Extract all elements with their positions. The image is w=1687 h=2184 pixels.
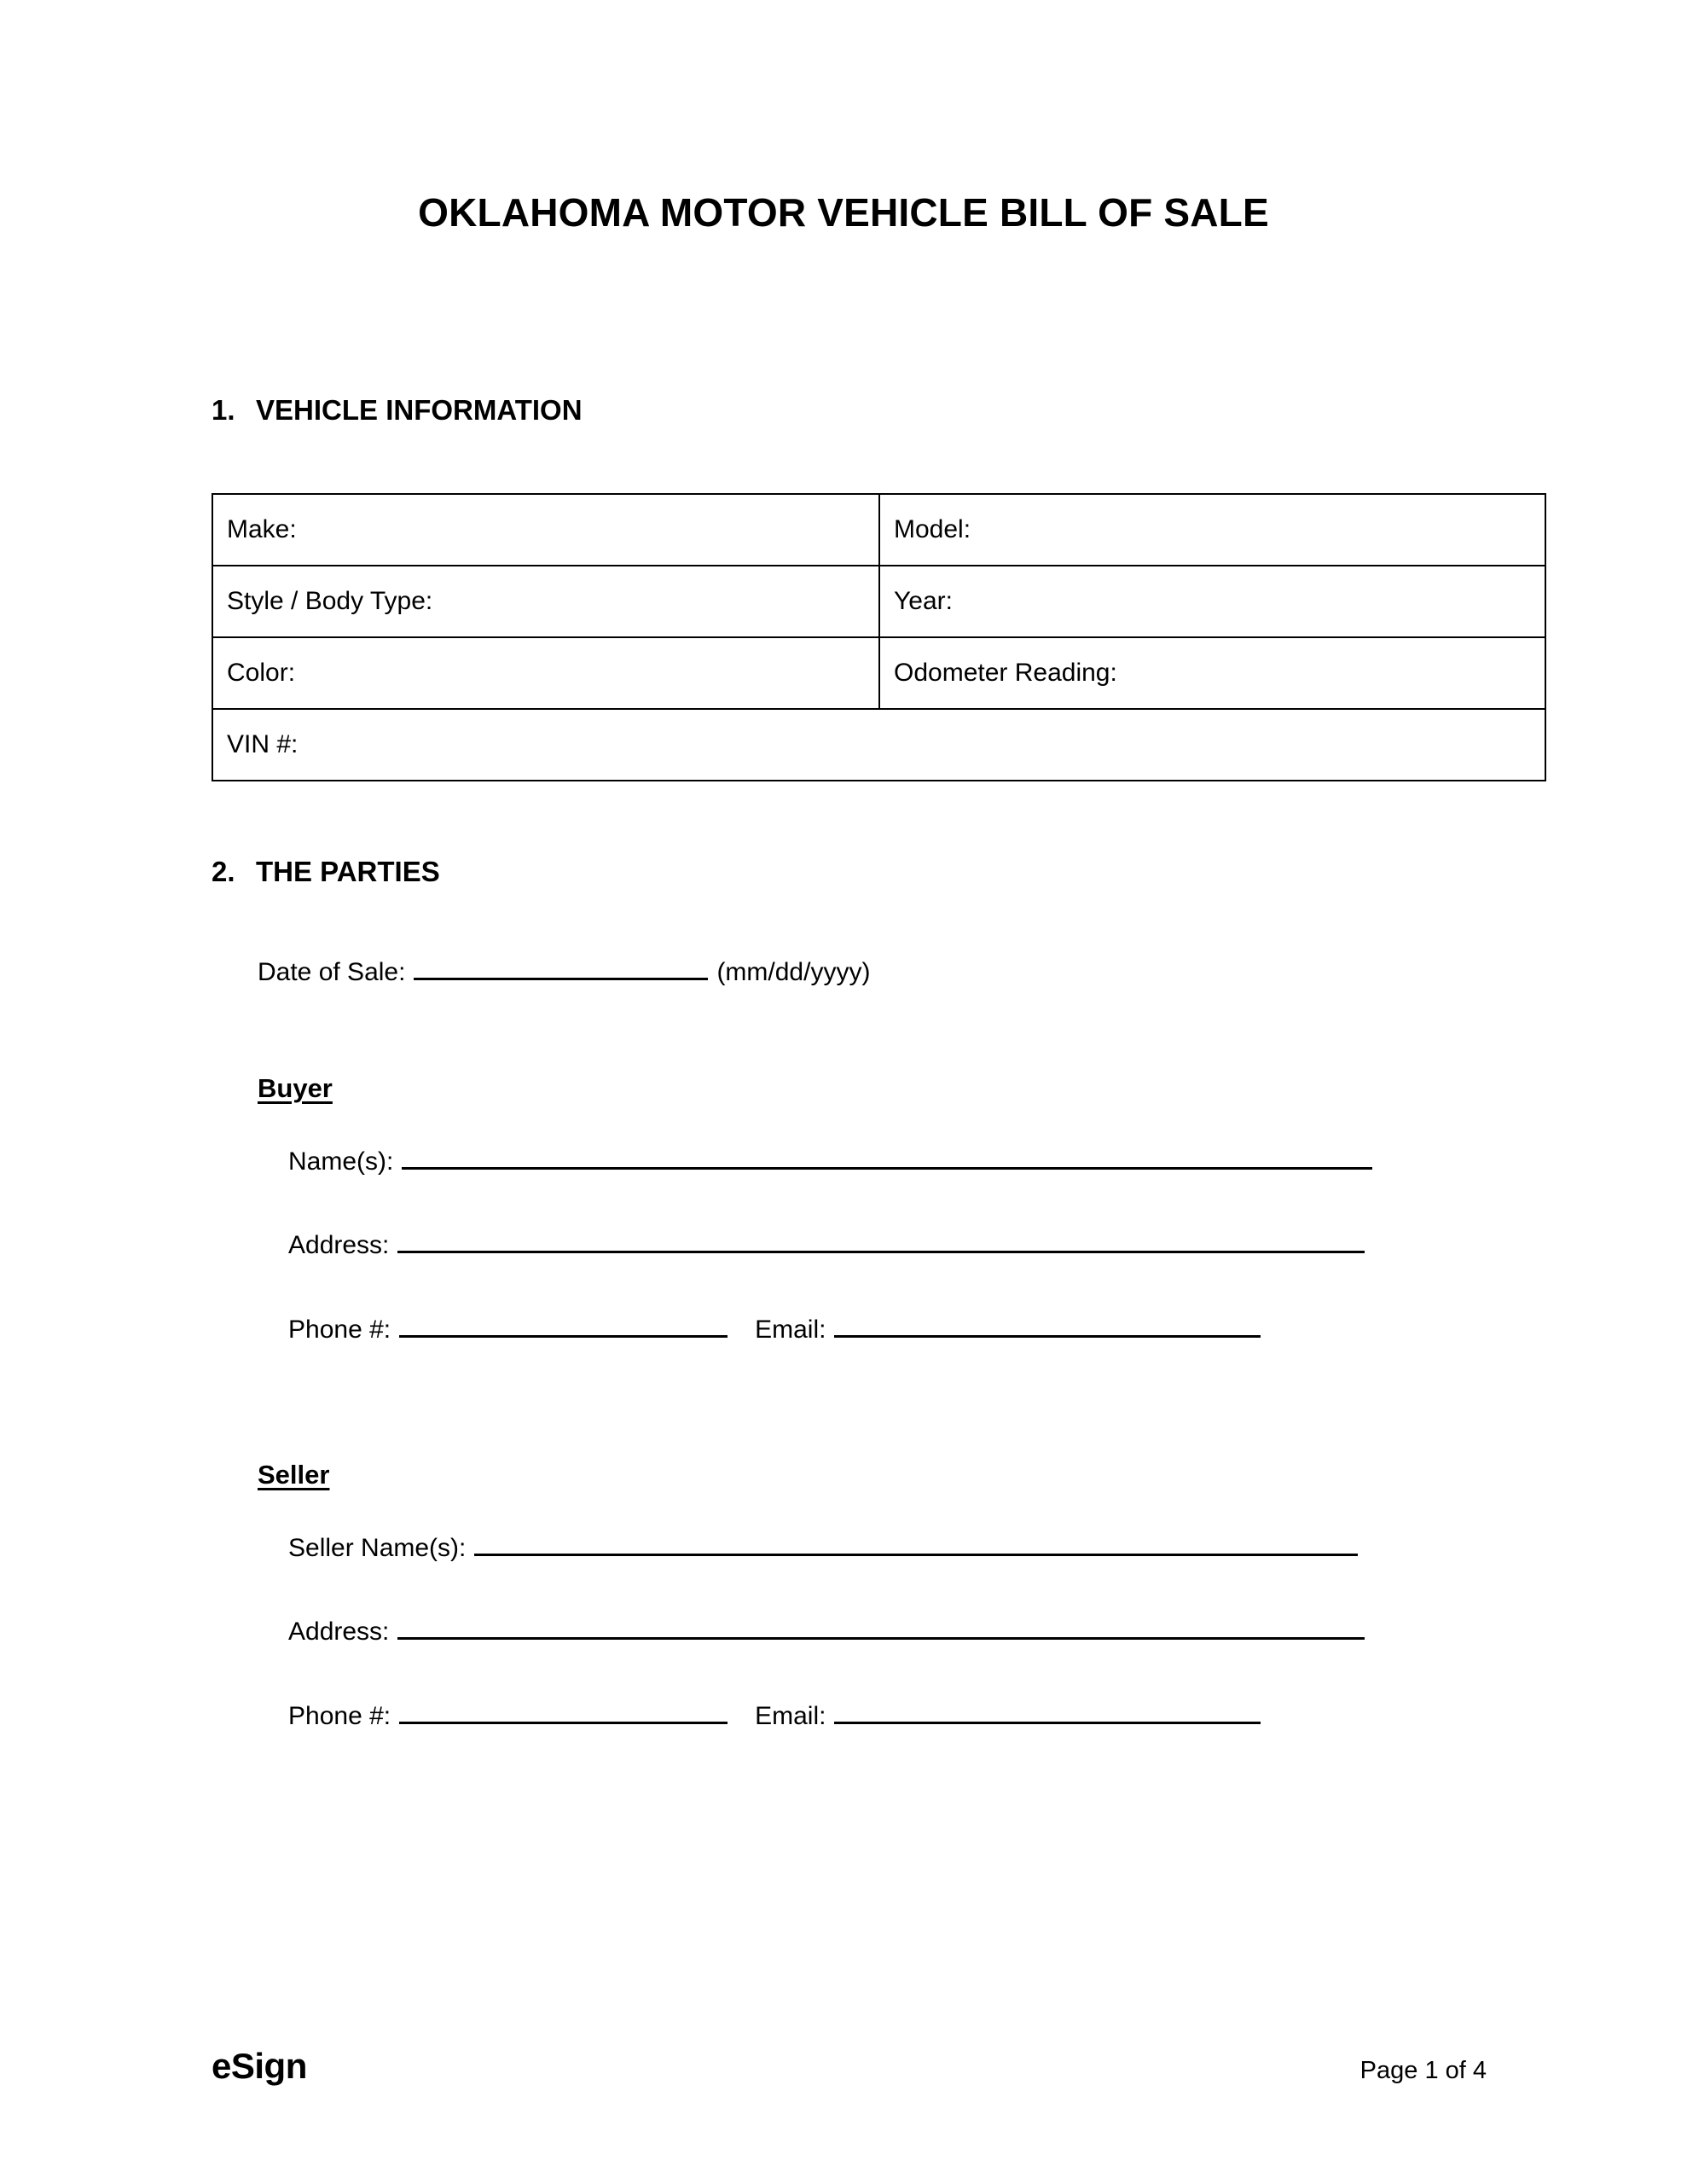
- esign-logo: eSign: [212, 2046, 307, 2086]
- cell-make[interactable]: Make:: [212, 494, 879, 566]
- buyer-name-label: Name(s):: [288, 1147, 394, 1176]
- buyer-contact-row: [288, 1316, 1269, 1345]
- buyer-phone-label: Phone #:: [288, 1316, 391, 1344]
- buyer-name-input[interactable]: [402, 1166, 1372, 1170]
- seller-name-input[interactable]: [474, 1553, 1358, 1556]
- buyer-address-row: [288, 1231, 1373, 1260]
- page-title: OKLAHOMA MOTOR VEHICLE BILL OF SALE: [418, 190, 1269, 235]
- seller-contact-row: [288, 1702, 1269, 1731]
- date-of-sale-row: [258, 958, 870, 987]
- seller-name-row: [288, 1534, 1366, 1563]
- table-row: [212, 566, 1545, 637]
- seller-name-label: Seller Name(s):: [288, 1534, 467, 1562]
- seller-address-input[interactable]: [397, 1636, 1365, 1640]
- seller-email-input[interactable]: [834, 1721, 1261, 1724]
- table-row: [212, 709, 1545, 781]
- section-number-2: 2.: [212, 856, 235, 887]
- vehicle-information-table: [212, 493, 1546, 781]
- seller-address-row: [288, 1618, 1373, 1647]
- buyer-email-input[interactable]: [834, 1334, 1261, 1338]
- date-of-sale-label: Date of Sale:: [258, 958, 406, 986]
- page-number: Page 1 of 4: [1359, 2057, 1487, 2084]
- seller-phone-input[interactable]: [399, 1721, 728, 1724]
- cell-year[interactable]: Year:: [879, 566, 1545, 637]
- cell-color[interactable]: Color:: [212, 637, 879, 709]
- buyer-name-row: [288, 1147, 1381, 1176]
- cell-odometer-reading[interactable]: Odometer Reading:: [879, 637, 1545, 709]
- buyer-address-input[interactable]: [397, 1250, 1365, 1253]
- date-of-sale-format-hint: (mm/dd/yyyy): [716, 958, 871, 986]
- table-row: [212, 637, 1545, 709]
- page-footer: [212, 2046, 1487, 2087]
- section-number-1: 1.: [212, 394, 235, 426]
- seller-address-label: Address:: [288, 1618, 390, 1646]
- section-title-2: THE PARTIES: [256, 856, 440, 887]
- buyer-address-label: Address:: [288, 1231, 390, 1259]
- buyer-phone-input[interactable]: [399, 1334, 728, 1338]
- cell-model[interactable]: Model:: [879, 494, 1545, 566]
- section-heading-vehicle-information: [212, 394, 583, 427]
- cell-vin[interactable]: VIN #:: [212, 709, 1545, 781]
- cell-style-body-type[interactable]: Style / Body Type:: [212, 566, 879, 637]
- seller-section-heading: Seller: [258, 1460, 330, 1490]
- buyer-section-heading: Buyer: [258, 1073, 333, 1103]
- section-heading-the-parties: [212, 856, 440, 888]
- seller-email-label: Email:: [755, 1702, 826, 1730]
- seller-phone-label: Phone #:: [288, 1702, 391, 1730]
- date-of-sale-input[interactable]: [414, 977, 708, 980]
- buyer-email-label: Email:: [755, 1316, 826, 1344]
- table-row: [212, 494, 1545, 566]
- section-title-1: VEHICLE INFORMATION: [256, 394, 583, 426]
